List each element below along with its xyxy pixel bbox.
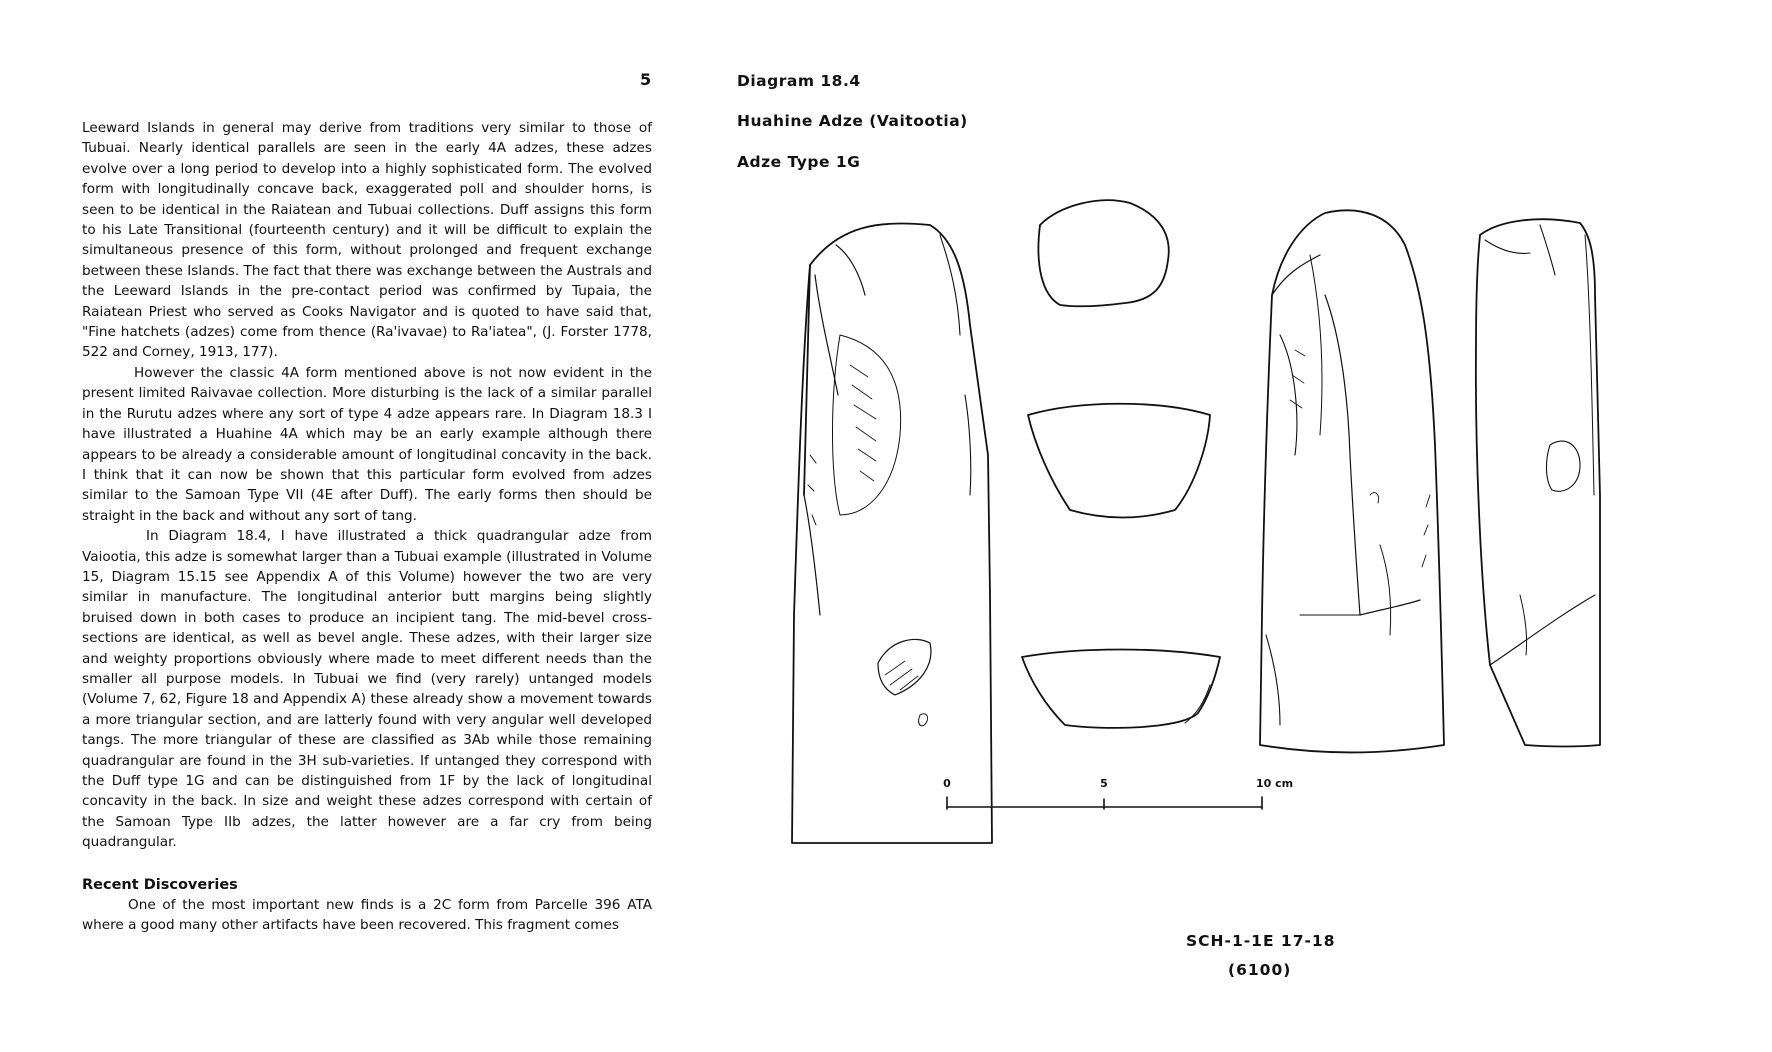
diagram-adze-type: Adze Type 1G	[737, 153, 861, 171]
adze-profile-view	[1476, 219, 1600, 746]
diagram-number: Diagram 18.4	[737, 72, 861, 90]
adze-back-view	[1260, 210, 1444, 752]
diagram-location: Huahine Adze (Vaitootia)	[737, 112, 968, 130]
scale-label-0: 0	[943, 777, 951, 790]
body-paragraph-2: However the classic 4A form mentioned above is not now evident in the present limited Raivavae collection. More disturbing is the lack of a similar parallel in the Rurutu adzes where any sort of type 4 adze appears rare. In Diagram 18.3 I have illustrated a Huahine 4A which may be an early example although there appears to be already a considerable amount of longitudinal concavity in the back. I think that it can now be shown that this particular form evolved from adzes similar to the Samoan Type VII (4E after Duff). The early forms then should be straight in the back and without any sort of tang.	[82, 364, 652, 524]
adze-front-view	[792, 223, 992, 843]
mid-cross-section	[1028, 404, 1210, 518]
scale-label-10cm: 10 cm	[1256, 777, 1294, 790]
poll-cross-section	[1038, 200, 1168, 306]
scale-bar	[947, 797, 1262, 809]
body-paragraph-3: In Diagram 18.4, I have illustrated a thick quadrangular adze from Vaiootia, this adze is somewhat larger than a Tubuai example (illustrated in Volume 15, Diagram 15.15 see Appendix A of this Volume) however the two are very similar in manufacture. The longitudinal anterior butt margins being slightly bruised down in both cases to produce an incipient tang. The mid-bevel cross-sections are identical, as well as bevel angle. These adzes, with their larger size and weighty proportions obviously where made to meet different needs than the smaller all purpose models. In Tubuai we find (very rarely) untanged models (Volume 7, 62, Figure 18 and Appendix A) these already show a movement towards a more triangular section, and are latterly found with very angular well developed tangs. The more triangular of these are classified as 3Ab while those remaining quadrangular are found in the 3H sub-varieties. If untanged they correspond with the Duff type 1G and can be distinguished from 1F by the lack of longitudinal concavity in the back. In size and weight these adzes correspond with certain of the Samoan Type IIb adzes, the latter however are a far cry from being quadrangular.	[82, 528, 652, 851]
body-text-column	[82, 118, 652, 936]
section-paragraph: One of the most important new finds is a 2C form from Parcelle 396 ATA where a good many other artifacts have been recovered. This fragment comes	[82, 897, 652, 934]
scale-label-5: 5	[1100, 777, 1108, 790]
catalogue-number: SCH-1-1E 17-18	[1186, 932, 1336, 950]
accession-number: (6100)	[1228, 961, 1292, 979]
section-heading: Recent Discoveries	[82, 876, 238, 893]
page-number: 5	[640, 70, 652, 89]
bevel-cross-section	[1022, 650, 1220, 728]
body-paragraph-1: Leeward Islands in general may derive from traditions very similar to those of Tubuai. Nearly identical parallels are seen in the early 4A adzes, these adzes evolve over a long period to develop into a highly sophisticated form. The evolved form with longitudinally concave back, exaggerated poll and shoulder horns, is seen to be identical in the Raiatean and Tubuai collections. Duff assigns this form to his Late Transitional (fourteenth century) and it will be difficult to explain the simultaneous presence of this form, without prolonged and frequent exchange between these Islands. The fact that there was exchange between the Australs and the Leeward Islands in the pre-contact period was confirmed by Tupaia, the Raiatean Priest who served as Cooks Navigator and is quoted to have said that, "Fine hatchets (adzes) come from thence (Ra'ivavae) to Ra'iatea", (J. Forster 1778, 522 and Corney, 1913, 177).	[82, 120, 652, 361]
adze-drawing	[780, 195, 1720, 915]
